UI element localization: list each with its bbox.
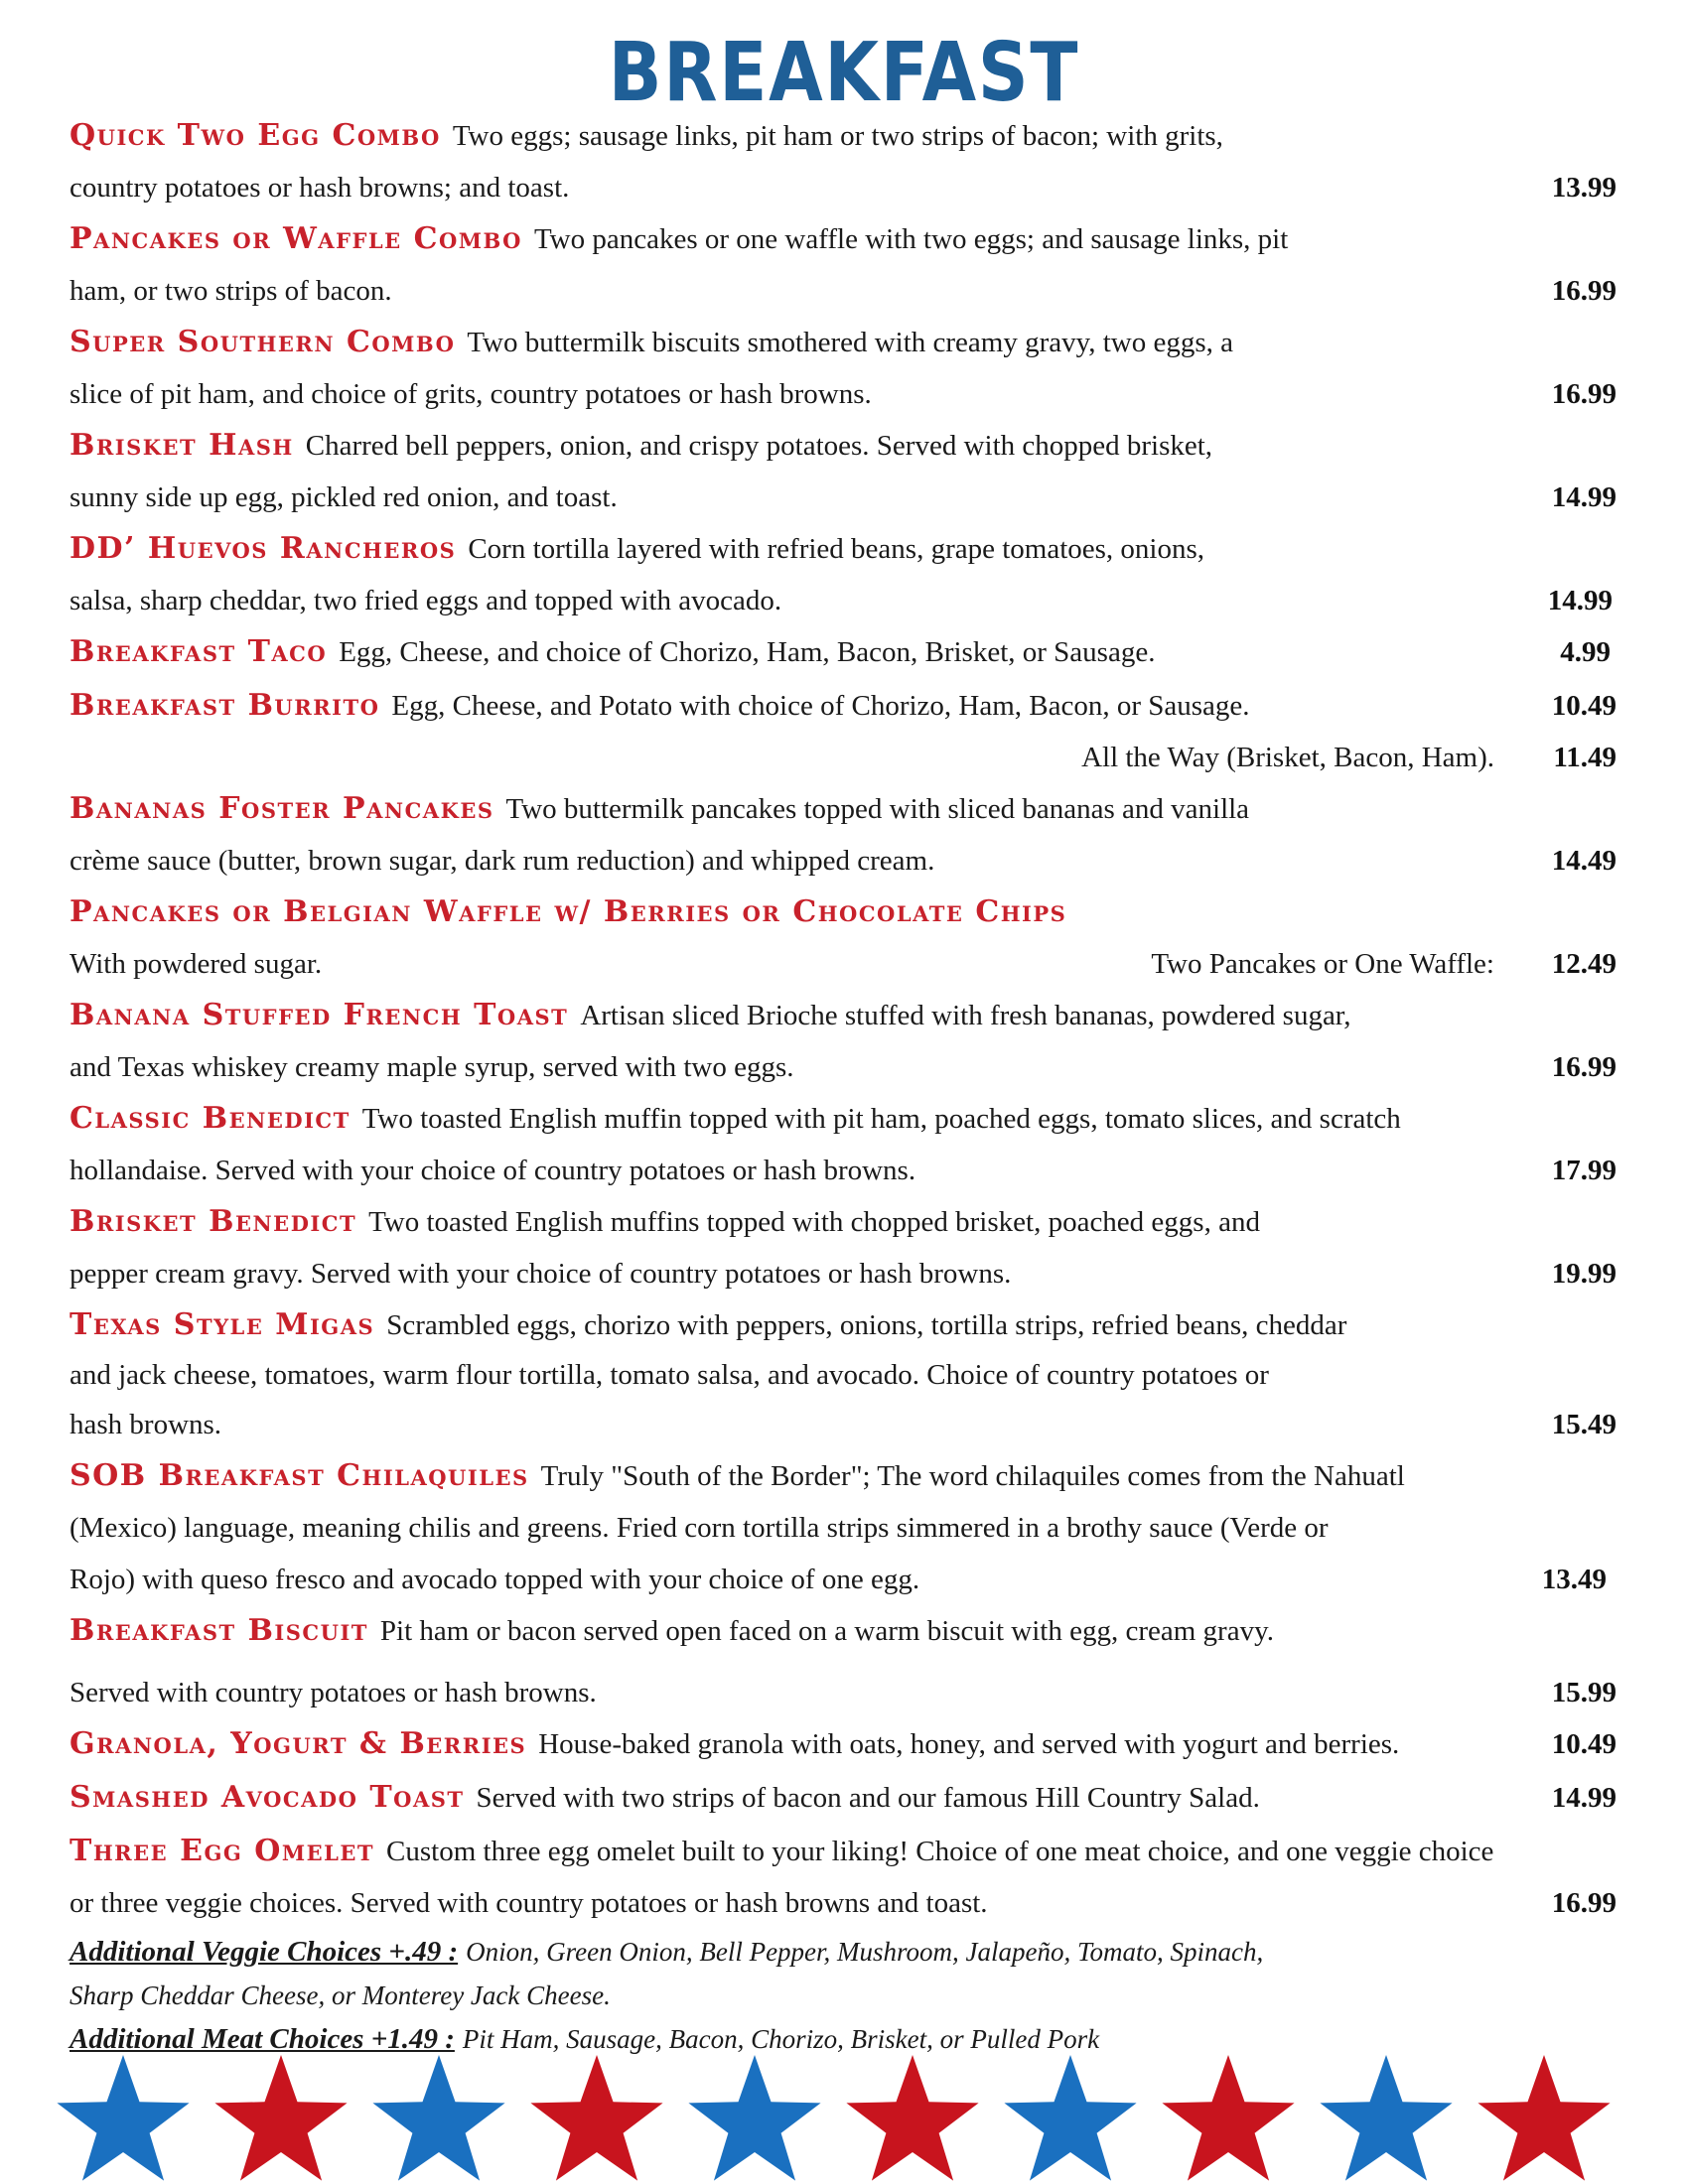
additional-meat-list: Pit Ham, Sausage, Bacon, Chorizo, Brisket, or Pulled Pork <box>462 2024 1100 2054</box>
item-price: 17.99 <box>1551 1155 1617 1186</box>
item-price: 4.99 <box>1560 636 1611 668</box>
item-desc: slice of pit ham, and choice of grits, country potatoes or hash browns. <box>70 378 872 410</box>
additional-veggie <box>70 1930 1618 1974</box>
menu-item <box>70 1719 1618 1769</box>
item-desc: salsa, sharp cheddar, two fried eggs and topped with avocado. <box>70 585 782 616</box>
menu-item-line <box>70 836 1618 886</box>
item-name: Brisket Benedict <box>70 1204 357 1239</box>
menu-item-line <box>70 576 1618 625</box>
item-price: 16.99 <box>1551 1887 1617 1919</box>
item-name: Granola, Yogurt & Berries <box>70 1726 527 1761</box>
item-desc: Artisan sliced Brioche stuffed with fresh bananas, powdered sugar, <box>580 1000 1351 1031</box>
item-desc: Scrambled eggs, chorizo with peppers, onions, tortilla strips, refried beans, cheddar <box>386 1309 1347 1341</box>
menu-item-line <box>70 1503 1618 1553</box>
item-name: Breakfast Biscuit <box>70 1613 368 1648</box>
item-name: Bananas Foster Pancakes <box>70 791 494 826</box>
item-desc: Two toasted English muffin topped with pit ham, poached eggs, tomato slices, and scratch <box>361 1103 1401 1135</box>
item-desc: country potatoes or hash browns; and toast. <box>70 172 570 204</box>
menu-item <box>70 1300 1618 1350</box>
star-icon <box>372 2055 504 2181</box>
star-row <box>0 2055 1688 2184</box>
item-name: Breakfast Burrito <box>70 688 380 723</box>
item-name: Quick Two Egg Combo <box>70 118 441 153</box>
item-name: Pancakes or Waffle Combo <box>70 221 522 256</box>
item-price: 16.99 <box>1551 378 1617 410</box>
additional-veggie-list: Sharp Cheddar Cheese, or Monterey Jack Cheese. <box>70 1980 611 2010</box>
item-desc: and jack cheese, tomatoes, warm flour tortilla, tomato salsa, and avocado. Choice of country potatoes or <box>70 1359 1269 1391</box>
menu-item <box>70 1451 1618 1501</box>
item-desc: Two toasted English muffins topped with chopped brisket, poached eggs, and <box>368 1206 1260 1238</box>
menu-item <box>70 421 1618 471</box>
item-desc: Egg, Cheese, and choice of Chorizo, Ham, Bacon, Brisket, or Sausage. <box>339 636 1156 668</box>
menu-item <box>70 681 1618 731</box>
item-desc: Two buttermilk pancakes topped with sliced bananas and vanilla <box>505 793 1250 825</box>
item-price: 13.99 <box>1551 172 1617 204</box>
item-price: 15.99 <box>1551 1677 1617 1708</box>
menu-item <box>70 214 1618 264</box>
item-desc: Rojo) with queso fresco and avocado topped with your choice of one egg. <box>70 1564 920 1595</box>
item-desc: Two buttermilk biscuits smothered with creamy gravy, two eggs, a <box>467 327 1234 358</box>
additional-meat-label: Additional Meat Choices +1.49 : <box>70 2023 455 2055</box>
item-desc: With powdered sugar. <box>70 948 323 980</box>
item-price: 14.99 <box>1551 481 1617 513</box>
item-desc: sunny side up egg, pickled red onion, and toast. <box>70 481 618 513</box>
menu-item <box>70 1773 1618 1823</box>
item-price: 14.49 <box>1551 845 1617 877</box>
menu-item <box>70 318 1618 367</box>
item-desc: pepper cream gravy. Served with your choice of country potatoes or hash browns. <box>70 1258 1012 1290</box>
item-desc: Two eggs; sausage links, pit ham or two strips of bacon; with grits, <box>452 120 1223 152</box>
star-icon <box>214 2055 347 2181</box>
menu-item-line <box>70 266 1618 316</box>
item-name: SOB Breakfast Chilaquiles <box>70 1458 529 1493</box>
item-price: 16.99 <box>1551 275 1617 307</box>
item-name: Super Southern Combo <box>70 325 456 359</box>
item-desc: House-baked granola with oats, honey, and served with yogurt and berries. <box>538 1728 1400 1760</box>
menu-item <box>70 1197 1618 1247</box>
star-icon <box>846 2055 978 2181</box>
star-icon <box>57 2055 189 2181</box>
menu-item-line <box>70 1350 1618 1400</box>
item-name: Texas Style Migas <box>70 1307 375 1342</box>
menu-item-line <box>70 1555 1618 1604</box>
item-option-label: All the Way (Brisket, Bacon, Ham). <box>1081 742 1494 773</box>
item-name: Breakfast Taco <box>70 634 328 669</box>
menu-item-line <box>70 163 1618 212</box>
menu-item <box>70 784 1618 834</box>
item-price: 14.99 <box>1547 585 1613 616</box>
item-desc: Served with two strips of bacon and our famous Hill Country Salad. <box>476 1782 1260 1814</box>
item-name: Pancakes or Belgian Waffle w/ Berries or Chocolate Chips <box>70 894 1067 929</box>
additional-veggie-list: Onion, Green Onion, Bell Pepper, Mushroom, Jalapeño, Tomato, Spinach, <box>466 1937 1264 1967</box>
star-icon <box>1004 2055 1136 2181</box>
item-desc: Two pancakes or one waffle with two eggs; and sausage links, pit <box>533 223 1289 255</box>
menu-item-line <box>70 473 1618 522</box>
star-icon <box>1320 2055 1452 2181</box>
star-icon <box>530 2055 662 2181</box>
menu-item-line <box>70 1878 1618 1928</box>
menu-item-line <box>70 1042 1618 1092</box>
menu-item-line <box>70 1400 1618 1449</box>
star-icon <box>688 2055 820 2181</box>
item-name: Classic Benedict <box>70 1101 351 1136</box>
menu-item <box>70 991 1618 1040</box>
menu-item <box>70 1606 1618 1656</box>
menu-item <box>70 1094 1618 1144</box>
item-price: 11.49 <box>1553 742 1617 773</box>
item-desc: and Texas whiskey creamy maple syrup, served with two eggs. <box>70 1051 794 1083</box>
menu-item <box>70 111 1618 161</box>
item-desc: Corn tortilla layered with refried beans, grape tomatoes, onions, <box>468 533 1205 565</box>
item-price: 13.49 <box>1541 1564 1607 1595</box>
item-desc: Charred bell peppers, onion, and crispy potatoes. Served with chopped brisket, <box>305 430 1213 462</box>
item-name: Smashed Avocado Toast <box>70 1780 465 1815</box>
menu-item <box>70 887 1618 937</box>
menu-item-line <box>70 939 1618 989</box>
star-icon <box>1477 2055 1610 2181</box>
item-desc: Egg, Cheese, and Potato with choice of Chorizo, Ham, Bacon, or Sausage. <box>391 690 1250 722</box>
menu-item <box>70 1827 1618 1876</box>
item-desc: Served with country potatoes or hash browns. <box>70 1677 597 1708</box>
item-name: Banana Stuffed French Toast <box>70 998 569 1032</box>
item-desc: (Mexico) language, meaning chilis and greens. Fried corn tortilla strips simmered in a brothy sauce (Verde or <box>70 1512 1329 1544</box>
item-name: Brisket Hash <box>70 428 294 463</box>
item-price: 10.49 <box>1551 1728 1617 1760</box>
menu-item-line <box>70 1668 1618 1717</box>
item-price: 10.49 <box>1551 690 1617 722</box>
item-desc: or three veggie choices. Served with country potatoes or hash browns and toast. <box>70 1887 988 1919</box>
item-desc: Truly "South of the Border"; The word chilaquiles comes from the Nahuatl <box>540 1460 1405 1492</box>
item-desc: ham, or two strips of bacon. <box>70 275 392 307</box>
menu-item-line <box>70 1249 1618 1298</box>
additional-veggie-cont <box>70 1974 1618 2017</box>
item-price: 16.99 <box>1551 1051 1617 1083</box>
item-option-label: Two Pancakes or One Waffle: <box>1151 948 1494 980</box>
menu-item-line <box>70 1146 1618 1195</box>
item-price: 12.49 <box>1551 948 1617 980</box>
item-name: Three Egg Omelet <box>70 1834 375 1868</box>
page-title: BREAKFAST <box>608 26 1080 120</box>
item-price: 15.49 <box>1551 1409 1617 1440</box>
item-price: 19.99 <box>1551 1258 1617 1290</box>
item-desc: Pit ham or bacon served open faced on a warm biscuit with egg, cream gravy. <box>379 1615 1274 1647</box>
item-name: DD’ Huevos Rancheros <box>70 531 457 566</box>
menu-item <box>70 524 1618 574</box>
item-desc: crème sauce (butter, brown sugar, dark rum reduction) and whipped cream. <box>70 845 935 877</box>
item-price: 14.99 <box>1551 1782 1617 1814</box>
additional-veggie-label: Additional Veggie Choices +.49 : <box>70 1936 459 1968</box>
menu-item-line <box>70 733 1618 782</box>
item-desc: hollandaise. Served with your choice of country potatoes or hash browns. <box>70 1155 916 1186</box>
item-desc: hash browns. <box>70 1409 222 1440</box>
item-desc: Custom three egg omelet built to your liking! Choice of one meat choice, and one veggie choice <box>386 1836 1494 1867</box>
menu-item-line <box>70 369 1618 419</box>
menu-item <box>70 627 1618 677</box>
star-icon <box>1162 2055 1294 2181</box>
